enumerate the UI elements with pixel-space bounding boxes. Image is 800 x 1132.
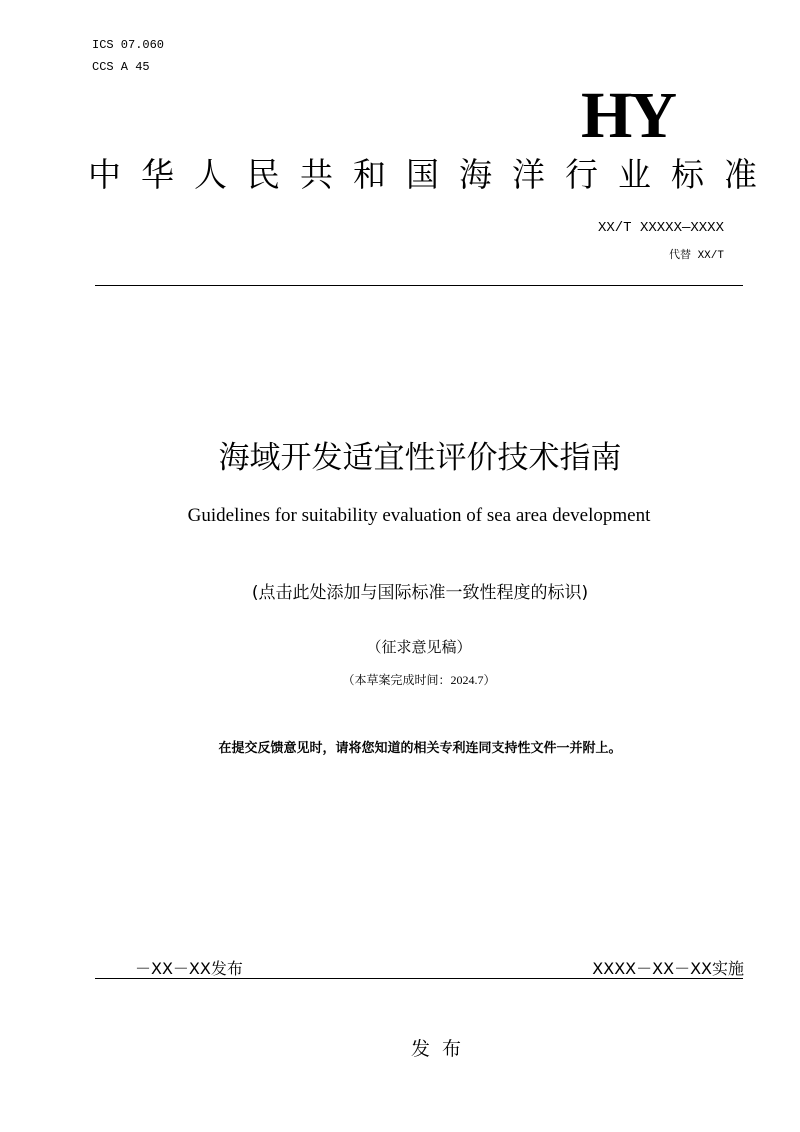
ccs-code: CCS A 45 <box>92 60 150 74</box>
document-title-zh: 海域开发适宜性评价技术指南 <box>218 440 622 476</box>
patent-notice: 在提交反馈意见时，请将您知道的相关专利连同支持性文件一并附上。 <box>218 741 622 756</box>
document-title-en: Guidelines for suitability evaluation of sea area development <box>187 505 651 526</box>
implementation-date: XXXX－XX－XX实施 <box>592 959 744 978</box>
consistency-note: (点击此处添加与国际标准一致性程度的标识) <box>251 583 589 603</box>
standard-category-title: 中华人民共和国海洋行业标准 <box>88 155 777 194</box>
draft-completion-date: （本草案完成时间：2024.7） <box>342 673 496 687</box>
issuer-label: 发布 <box>410 1038 473 1060</box>
issue-date: －XX－XX发布 <box>135 959 243 978</box>
footer-divider <box>95 978 743 979</box>
hy-logo: HY <box>581 79 674 152</box>
header-divider <box>95 285 743 286</box>
ics-code: ICS 07.060 <box>92 38 165 52</box>
draft-stage: （征求意见稿） <box>366 640 472 656</box>
standard-number: XX/T XXXXX—XXXX <box>597 220 724 236</box>
replaces-standard: 代替 XX/T <box>668 250 724 262</box>
